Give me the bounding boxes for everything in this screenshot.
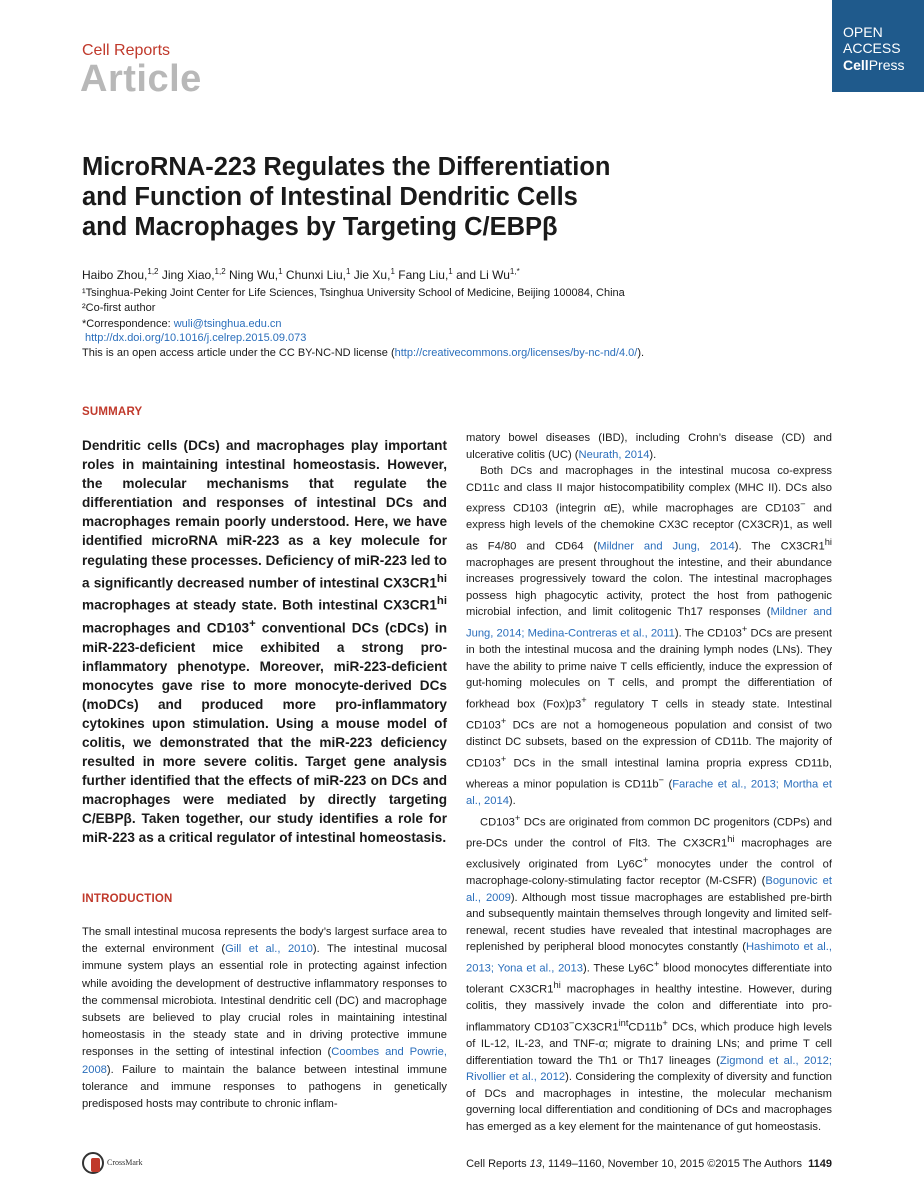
crossmark-icon — [82, 1152, 104, 1174]
intro-paragraph-2: Both DCs and macrophages in the intestinal mucosa co-express CD11c and class II major histocompatibility complex (MHC II). DCs also express CD103 (integrin αE), while macrophages are CD103− and express high levels of the chemokine CX3C receptor (CX3CR)1, as well as F4/80 and CD64 (Mildner and Jung, 2014). The $CX3CR1^{hi}$ macrophages are present throughout the intestine, and their abundance increases progressively toward the colon. The intestinal macrophages possess high phagocytic activity, protect the host from pathogenic microbial infection, and limit colitogenic Th17 responses (Mildner and Jung, 2014; Medina-Contreras et al., 2011). The CD103+ DCs are present in both the intestinal mucosa and the draining lymph nodes (LNs). They have the ability to prime naive T cells efficiently, induce the expression of gut-homing molecules on T cells, and prompt the differentiation of forkhead box (Fox)p3+ regulatory T cells in steady state. Intestinal CD103+ DCs are not a homogeneous population and consist of two distinct DC subsets, based on the expression of CD11b. The majority of CD103+ DCs in the small intestinal lamina propria express CD11b, whereas a minor population is CD11b− (Farache et al., 2013; Mortha et al., 2014). — [466, 465, 833, 808]
intro-paragraph-1: The small intestinal mucosa represents the body’s largest surface area to the external environment (Gill et al., 2010). The intestinal mucosal immune system plays an essential role in protecting against infection while avoiding the development of destructive inflammatory responses to the commensal microbiota. Intestinal dendritic cell (DC) and macrophage subsets are believed to play crucial roles in maintaining intestinal homeostasis in the steady state and in driving protective immune responses in the setting of intestinal infection (Coombes and Powrie, 2008). Failure to maintain the balance between intestinal immune tolerance and immune responses to pathogens in genetically predisposed hosts may contribute to chronic inflam- — [82, 926, 448, 1111]
correspondence-label: *Correspondence: — [82, 318, 174, 330]
summary-heading: SUMMARY — [82, 406, 143, 418]
co-first-note: ²Co-first author — [82, 302, 156, 314]
page-footer — [466, 1158, 832, 1170]
badge-open: OPEN — [843, 24, 883, 40]
footer-journal: Cell Reports — [466, 1158, 530, 1170]
correspondence — [82, 317, 802, 331]
title-line-2: and Function of Intestinal Dendritic Cells — [82, 183, 578, 211]
badge-brand-bold: Cell — [843, 57, 869, 73]
badge-cellpress — [843, 56, 924, 74]
intro-left-column — [82, 924, 447, 1113]
summary-text — [82, 436, 447, 848]
author-list: Haibo Zhou,$^{1,2}$ Jing Xiao,$^{1,2}$ Ning Wu,$^1$ Chunxi Liu,$^1$ Jie Xu,$^1$ Fang Liu,$^1$ and Li $Wu^{1,*}$ — [82, 267, 520, 282]
page-number: 1149 — [808, 1158, 832, 1170]
badge-access: ACCESS — [843, 40, 901, 56]
license-statement — [82, 346, 802, 360]
crossmark-label: CrossMark — [107, 1158, 143, 1167]
journal-name: Cell Reports — [82, 42, 171, 59]
doi-link[interactable]: http://dx.doi.org/10.1016/j.celrep.2015.09.073 — [85, 332, 307, 344]
badge-brand-rest: Press — [868, 57, 905, 73]
intro-paragraph-3: CD103+ DCs are originated from common DC progenitors (CDPs) and pre-DCs under the control of Flt3. The $CX3CR1^{hi}$ macrophages are exclusively originated from Ly6C+ monocytes under the control of macrophage-colony-stimulating factor receptor (M-CSFR) (Bogunovic et al., 2009). Although most tissue macrophages are established pre-birth and subsequently maintain themselves through longevity and limited self-renewal, recent studies have revealed that intestinal macrophages are replenished by peripheral blood monocytes constantly (Hashimoto et al., 2013; Yona et al., 2013). These Ly6C+ blood monocytes differentiate into tolerant $CX3CR1^{hi}$ macrophages in healthy intestine. However, during colitis, they massively invade the colon and differentiate into pro-inflammatory $CD103^-CX3CR1^{int}CD11b^+$ DCs, which produce high levels of IL-12, IL-23, and TNF-α; migrate to draining LNs; and prime T cell differentiation toward the Th1 or Th17 lineages (Zigmond et al., 2012; Rivollier et al., 2012). Considering the complexity of diversity and function of DCs and macrophages in intestine, the molecular mechanism governing local differentiation and conditioning of DCs and macrophages has emerged as a key element for the maintenance of gut homeostasis. — [466, 812, 833, 1133]
intro-right-column — [466, 430, 832, 1135]
correspondence-email-link[interactable]: wuli@tsinghua.edu.cn — [173, 318, 282, 330]
summary-paragraph: Dendritic cells (DCs) and macrophages play important roles in maintaining intestinal homeostasis. However, the molecular mechanisms that regulate the differentiation and responses of intestinal DCs and macrophages remain poorly understood. Here, we have identified microRNA miR-223 as a key molecule for regulating these processes. Deficiency of miR-223 led to a significantly decreased number of intestinal $CX3CR1^{hi}$ macrophages at steady state. Both intestinal $CX3CR1^{hi}$ macrophages and CD103+ conventional DCs (cDCs) in miR-223-deficient mice exhibited a strong pro-inflammatory phenotype. Moreover, miR-223-deficient monocytes gave rise to more monocyte-derived DCs (moDCs) and produced more pro-inflammatory cytokines upon stimulation. Using a mouse model of colitis, we demonstrated that the miR-223 deficiency resulted in more severe colitis. Target gene analysis further identified that the effects of miR-223 on DCs and macrophages were mediated by directly targeting C/EBPβ. Taken together, our study identifies a role for miR-223 as a critical regulator of intestinal homeostasis. — [82, 438, 448, 846]
license-pre: This is an open access article under the CC BY-NC-ND license ( — [82, 347, 395, 359]
license-link[interactable]: http://creativecommons.org/licenses/by-nc-nd/4.0/ — [394, 347, 638, 359]
affiliation: ¹Tsinghua-Peking Joint Center for Life Sciences, Tsinghua University School of Medicine, Beijing 100084, China — [82, 287, 625, 299]
footer-citation: , 1149–1160, November 10, 2015 ©2015 The Authors — [541, 1158, 802, 1170]
license-post: ). — [637, 347, 645, 359]
open-access-badge — [832, 0, 924, 92]
title-line-1: MicroRNA-223 Regulates the Differentiation — [82, 153, 611, 181]
article-title — [82, 152, 802, 242]
introduction-heading: INTRODUCTION — [82, 893, 173, 905]
article-type: Article — [80, 58, 202, 100]
intro-paragraph-1-continued: matory bowel diseases (IBD), including Crohn’s disease (CD) and ulcerative colitis (UC) (Neurath, 2014). — [466, 432, 832, 461]
doi — [82, 331, 805, 345]
title-line-3: and Macrophages by Targeting C/EBPβ — [82, 213, 558, 241]
footer-volume: 13 — [529, 1158, 542, 1170]
